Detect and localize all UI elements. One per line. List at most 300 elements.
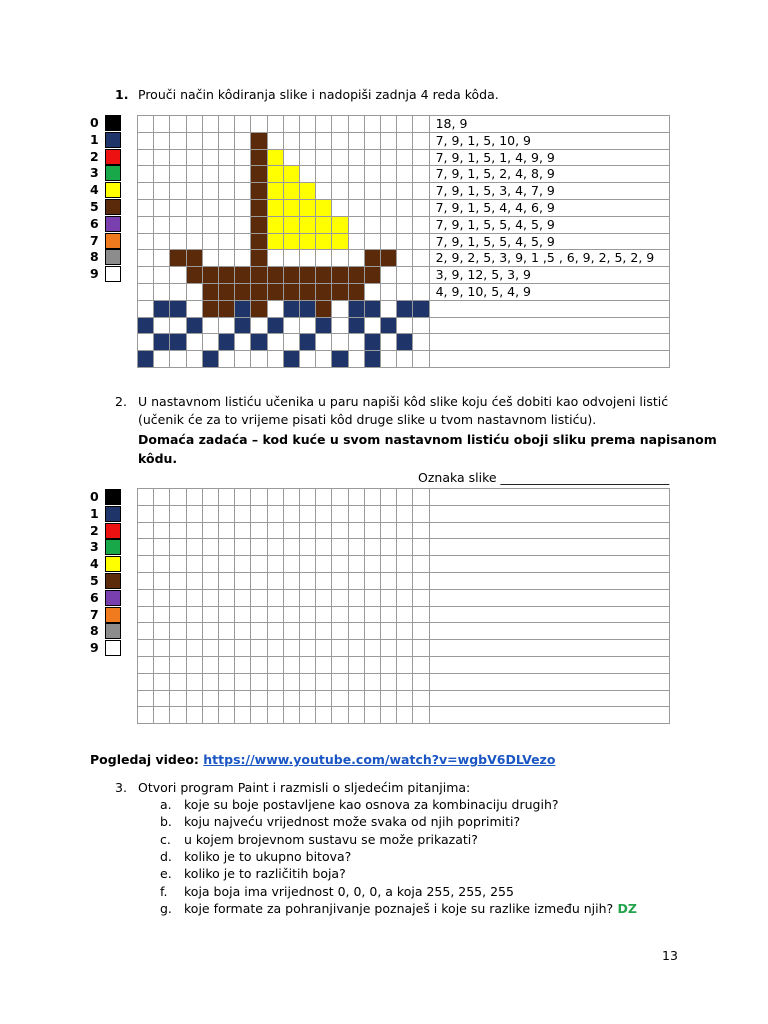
code-row[interactable] bbox=[429, 572, 670, 590]
pixel-cell bbox=[315, 233, 332, 251]
pixel-cell[interactable] bbox=[153, 690, 170, 708]
pixel-cell[interactable] bbox=[315, 538, 332, 556]
code-row[interactable] bbox=[429, 706, 670, 724]
pixel-cell[interactable] bbox=[315, 690, 332, 708]
pixel-cell[interactable] bbox=[218, 505, 235, 523]
pixel-cell[interactable] bbox=[299, 690, 316, 708]
pixel-cell[interactable] bbox=[137, 572, 154, 590]
pixel-cell[interactable] bbox=[396, 505, 413, 523]
pixel-cell[interactable] bbox=[202, 488, 219, 506]
pixel-cell bbox=[186, 149, 203, 167]
pixel-cell[interactable] bbox=[364, 555, 381, 573]
pixel-cell[interactable] bbox=[202, 606, 219, 624]
pixel-cell[interactable] bbox=[412, 572, 429, 590]
pixel-cell[interactable] bbox=[218, 555, 235, 573]
pixel-cell[interactable] bbox=[169, 706, 186, 724]
pixel-cell[interactable] bbox=[234, 690, 251, 708]
code-row[interactable] bbox=[429, 488, 670, 506]
pixel-cell[interactable] bbox=[202, 522, 219, 540]
pixel-cell[interactable] bbox=[234, 673, 251, 691]
pixel-cell[interactable] bbox=[396, 690, 413, 708]
pixel-cell[interactable] bbox=[299, 673, 316, 691]
pixel-cell[interactable] bbox=[380, 572, 397, 590]
code-row[interactable] bbox=[429, 690, 670, 708]
pixel-cell[interactable] bbox=[153, 606, 170, 624]
pixel-cell[interactable] bbox=[250, 505, 267, 523]
pixel-cell[interactable] bbox=[412, 505, 429, 523]
pixel-cell[interactable] bbox=[299, 622, 316, 640]
pixel-cell[interactable] bbox=[186, 606, 203, 624]
pixel-cell[interactable] bbox=[169, 622, 186, 640]
pixel-cell[interactable] bbox=[348, 673, 365, 691]
pixel-cell[interactable] bbox=[267, 522, 284, 540]
pixel-cell[interactable] bbox=[315, 522, 332, 540]
pixel-cell[interactable] bbox=[267, 555, 284, 573]
pixel-cell[interactable] bbox=[202, 538, 219, 556]
pixel-cell[interactable] bbox=[186, 555, 203, 573]
pixel-cell[interactable] bbox=[396, 589, 413, 607]
pixel-cell[interactable] bbox=[299, 639, 316, 657]
pixel-cell[interactable] bbox=[137, 656, 154, 674]
code-row[interactable] bbox=[429, 656, 670, 674]
pixel-cell[interactable] bbox=[348, 706, 365, 724]
pixel-cell[interactable] bbox=[331, 488, 348, 506]
pixel-cell bbox=[234, 350, 251, 368]
pixel-cell[interactable] bbox=[267, 488, 284, 506]
pixel-cell bbox=[364, 300, 381, 318]
pixel-cell bbox=[283, 199, 300, 217]
pixel-cell[interactable] bbox=[380, 505, 397, 523]
pixel-cell[interactable] bbox=[412, 656, 429, 674]
pixel-cell[interactable] bbox=[153, 673, 170, 691]
pixel-cell[interactable] bbox=[153, 522, 170, 540]
pixel-cell[interactable] bbox=[218, 488, 235, 506]
pixel-cell[interactable] bbox=[218, 522, 235, 540]
pixel-cell[interactable] bbox=[412, 589, 429, 607]
pixel-cell[interactable] bbox=[186, 488, 203, 506]
pixel-cell[interactable] bbox=[186, 589, 203, 607]
pixel-cell[interactable] bbox=[331, 538, 348, 556]
pixel-cell bbox=[234, 283, 251, 301]
pixel-cell[interactable] bbox=[218, 622, 235, 640]
pixel-cell[interactable] bbox=[218, 538, 235, 556]
pixel-cell[interactable] bbox=[380, 656, 397, 674]
pixel-cell[interactable] bbox=[202, 656, 219, 674]
pixel-cell[interactable] bbox=[380, 538, 397, 556]
pixel-cell[interactable] bbox=[218, 656, 235, 674]
pixel-cell bbox=[250, 115, 267, 133]
pixel-cell[interactable] bbox=[137, 589, 154, 607]
pixel-cell[interactable] bbox=[250, 572, 267, 590]
pixel-cell[interactable] bbox=[234, 522, 251, 540]
pixel-cell[interactable] bbox=[137, 522, 154, 540]
pixel-cell bbox=[267, 233, 284, 251]
pixel-cell[interactable] bbox=[202, 673, 219, 691]
pixel-cell[interactable] bbox=[396, 706, 413, 724]
pixel-cell[interactable] bbox=[364, 572, 381, 590]
pixel-cell[interactable] bbox=[137, 706, 154, 724]
pixel-cell[interactable] bbox=[250, 656, 267, 674]
pixel-cell[interactable] bbox=[380, 706, 397, 724]
pixel-cell bbox=[169, 115, 186, 133]
pixel-cell[interactable] bbox=[396, 656, 413, 674]
pixel-cell[interactable] bbox=[364, 639, 381, 657]
pixel-cell[interactable] bbox=[331, 656, 348, 674]
pixel-cell[interactable] bbox=[283, 488, 300, 506]
pixel-cell bbox=[396, 300, 413, 318]
pixel-cell bbox=[331, 317, 348, 335]
pixel-cell[interactable] bbox=[396, 538, 413, 556]
pixel-cell bbox=[348, 283, 365, 301]
pixel-cell[interactable] bbox=[169, 505, 186, 523]
pixel-cell[interactable] bbox=[396, 555, 413, 573]
pixel-cell[interactable] bbox=[331, 606, 348, 624]
pixel-cell[interactable] bbox=[364, 622, 381, 640]
pixel-cell[interactable] bbox=[348, 606, 365, 624]
pixel-cell[interactable] bbox=[250, 488, 267, 506]
pixel-cell[interactable] bbox=[315, 505, 332, 523]
pixel-cell bbox=[283, 333, 300, 351]
pixel-cell[interactable] bbox=[137, 622, 154, 640]
pixel-cell[interactable] bbox=[364, 522, 381, 540]
pixel-cell[interactable] bbox=[186, 639, 203, 657]
pixel-cell[interactable] bbox=[186, 538, 203, 556]
pixel-cell[interactable] bbox=[380, 488, 397, 506]
pixel-cell[interactable] bbox=[364, 606, 381, 624]
pixel-cell[interactable] bbox=[348, 589, 365, 607]
pixel-cell[interactable] bbox=[331, 555, 348, 573]
pixel-cell[interactable] bbox=[234, 572, 251, 590]
code-row[interactable] bbox=[429, 522, 670, 540]
pixel-cell[interactable] bbox=[186, 706, 203, 724]
pixel-cell[interactable] bbox=[267, 572, 284, 590]
pixel-cell[interactable] bbox=[331, 572, 348, 590]
pixel-cell[interactable] bbox=[137, 538, 154, 556]
pixel-cell[interactable] bbox=[396, 673, 413, 691]
pixel-cell[interactable] bbox=[364, 690, 381, 708]
pixel-cell[interactable] bbox=[218, 589, 235, 607]
pixel-cell[interactable] bbox=[380, 673, 397, 691]
code-row[interactable] bbox=[429, 639, 670, 657]
pixel-cell[interactable] bbox=[299, 606, 316, 624]
pixel-cell[interactable] bbox=[202, 589, 219, 607]
pixel-cell[interactable] bbox=[218, 706, 235, 724]
image-label-field[interactable]: Oznaka slike ___________________________ bbox=[418, 470, 670, 485]
pixel-cell[interactable] bbox=[380, 639, 397, 657]
pixel-cell[interactable] bbox=[234, 589, 251, 607]
pixel-cell[interactable] bbox=[234, 505, 251, 523]
pixel-cell[interactable] bbox=[267, 622, 284, 640]
pixel-cell[interactable] bbox=[315, 555, 332, 573]
pixel-cell[interactable] bbox=[315, 673, 332, 691]
pixel-cell[interactable] bbox=[331, 690, 348, 708]
pixel-cell[interactable] bbox=[153, 656, 170, 674]
pixel-cell[interactable] bbox=[186, 572, 203, 590]
pixel-cell bbox=[364, 266, 381, 284]
pixel-cell[interactable] bbox=[348, 690, 365, 708]
pixel-cell[interactable] bbox=[202, 505, 219, 523]
pixel-cell[interactable] bbox=[202, 572, 219, 590]
pixel-cell[interactable] bbox=[412, 706, 429, 724]
pixel-cell[interactable] bbox=[250, 639, 267, 657]
pixel-cell[interactable] bbox=[153, 538, 170, 556]
pixel-cell[interactable] bbox=[283, 572, 300, 590]
pixel-cell bbox=[153, 165, 170, 183]
pixel-cell[interactable] bbox=[283, 622, 300, 640]
pixel-cell[interactable] bbox=[412, 522, 429, 540]
pixel-cell[interactable] bbox=[169, 606, 186, 624]
pixel-cell[interactable] bbox=[153, 589, 170, 607]
pixel-cell[interactable] bbox=[234, 622, 251, 640]
pixel-cell[interactable] bbox=[169, 690, 186, 708]
pixel-cell[interactable] bbox=[380, 606, 397, 624]
task3-number: 3. bbox=[115, 780, 127, 795]
pixel-cell[interactable] bbox=[299, 505, 316, 523]
pixel-cell bbox=[283, 149, 300, 167]
pixel-cell[interactable] bbox=[315, 706, 332, 724]
pixel-cell[interactable] bbox=[396, 522, 413, 540]
pixel-cell[interactable] bbox=[315, 656, 332, 674]
pixel-cell[interactable] bbox=[331, 639, 348, 657]
pixel-cell[interactable] bbox=[283, 639, 300, 657]
question-text: koje formate za pohranjivanje poznaješ i koje su razlike između njih? DZ bbox=[184, 900, 637, 916]
pixel-cell[interactable] bbox=[412, 555, 429, 573]
pixel-cell[interactable] bbox=[396, 639, 413, 657]
pixel-cell[interactable] bbox=[331, 505, 348, 523]
pixel-cell[interactable] bbox=[412, 639, 429, 657]
pixel-cell[interactable] bbox=[380, 589, 397, 607]
pixel-cell[interactable] bbox=[267, 606, 284, 624]
pixel-cell[interactable] bbox=[186, 690, 203, 708]
pixel-cell[interactable] bbox=[283, 656, 300, 674]
pixel-cell[interactable] bbox=[283, 555, 300, 573]
code-row[interactable] bbox=[429, 505, 670, 523]
pixel-cell[interactable] bbox=[380, 522, 397, 540]
pixel-cell[interactable] bbox=[250, 706, 267, 724]
pixel-cell[interactable] bbox=[137, 673, 154, 691]
pixel-cell[interactable] bbox=[153, 622, 170, 640]
color-swatch bbox=[105, 249, 121, 265]
pixel-cell[interactable] bbox=[186, 522, 203, 540]
pixel-cell[interactable] bbox=[283, 673, 300, 691]
pixel-cell[interactable] bbox=[218, 690, 235, 708]
pixel-cell[interactable] bbox=[186, 656, 203, 674]
pixel-cell bbox=[380, 165, 397, 183]
pixel-cell[interactable] bbox=[348, 572, 365, 590]
pixel-cell[interactable] bbox=[267, 690, 284, 708]
pixel-cell[interactable] bbox=[169, 656, 186, 674]
pixel-cell[interactable] bbox=[202, 690, 219, 708]
pixel-cell[interactable] bbox=[250, 538, 267, 556]
pixel-cell[interactable] bbox=[169, 673, 186, 691]
pixel-cell[interactable] bbox=[169, 555, 186, 573]
pixel-cell[interactable] bbox=[234, 488, 251, 506]
pixel-cell[interactable] bbox=[283, 522, 300, 540]
pixel-cell[interactable] bbox=[153, 639, 170, 657]
pixel-cell[interactable] bbox=[234, 606, 251, 624]
pixel-cell[interactable] bbox=[267, 589, 284, 607]
pixel-cell[interactable] bbox=[412, 622, 429, 640]
pixel-cell[interactable] bbox=[396, 606, 413, 624]
pixel-cell[interactable] bbox=[234, 706, 251, 724]
pixel-cell bbox=[348, 132, 365, 150]
pixel-cell[interactable] bbox=[348, 522, 365, 540]
pixel-cell[interactable] bbox=[137, 639, 154, 657]
pixel-cell[interactable] bbox=[380, 690, 397, 708]
pixel-cell[interactable] bbox=[218, 639, 235, 657]
pixel-cell[interactable] bbox=[169, 572, 186, 590]
code-row[interactable] bbox=[429, 589, 670, 607]
pixel-cell bbox=[137, 199, 154, 217]
pixel-cell[interactable] bbox=[299, 555, 316, 573]
pixel-cell[interactable] bbox=[283, 690, 300, 708]
pixel-cell bbox=[315, 132, 332, 150]
pixel-cell[interactable] bbox=[299, 572, 316, 590]
pixel-cell[interactable] bbox=[315, 572, 332, 590]
code-row[interactable] bbox=[429, 538, 670, 556]
pixel-cell[interactable] bbox=[299, 522, 316, 540]
pixel-cell[interactable] bbox=[283, 505, 300, 523]
pixel-cell[interactable] bbox=[250, 606, 267, 624]
pixel-cell[interactable] bbox=[250, 690, 267, 708]
pixel-cell[interactable] bbox=[396, 488, 413, 506]
pixel-cell[interactable] bbox=[364, 505, 381, 523]
pixel-cell[interactable] bbox=[380, 622, 397, 640]
pixel-cell[interactable] bbox=[299, 488, 316, 506]
pixel-cell[interactable] bbox=[348, 538, 365, 556]
pixel-cell[interactable] bbox=[315, 639, 332, 657]
pixel-cell[interactable] bbox=[331, 706, 348, 724]
pixel-cell[interactable] bbox=[315, 589, 332, 607]
pixel-cell[interactable] bbox=[218, 673, 235, 691]
pixel-cell[interactable] bbox=[250, 555, 267, 573]
pixel-cell[interactable] bbox=[315, 622, 332, 640]
pixel-cell[interactable] bbox=[396, 622, 413, 640]
pixel-cell[interactable] bbox=[283, 706, 300, 724]
pixel-cell[interactable] bbox=[364, 589, 381, 607]
pixel-cell bbox=[299, 233, 316, 251]
pixel-cell[interactable] bbox=[137, 488, 154, 506]
pixel-cell[interactable] bbox=[234, 538, 251, 556]
pixel-cell[interactable] bbox=[299, 538, 316, 556]
pixel-cell[interactable] bbox=[202, 622, 219, 640]
pixel-cell[interactable] bbox=[137, 690, 154, 708]
pixel-cell bbox=[396, 317, 413, 335]
pixel-cell[interactable] bbox=[153, 572, 170, 590]
pixel-cell[interactable] bbox=[364, 706, 381, 724]
pixel-cell[interactable] bbox=[218, 606, 235, 624]
pixel-cell[interactable] bbox=[153, 555, 170, 573]
pixel-cell[interactable] bbox=[186, 622, 203, 640]
pixel-cell bbox=[137, 266, 154, 284]
pixel-cell[interactable] bbox=[267, 538, 284, 556]
pixel-cell[interactable] bbox=[153, 706, 170, 724]
pixel-cell[interactable] bbox=[153, 488, 170, 506]
pixel-cell[interactable] bbox=[153, 505, 170, 523]
pixel-cell[interactable] bbox=[348, 505, 365, 523]
pixel-cell[interactable] bbox=[348, 555, 365, 573]
pixel-cell[interactable] bbox=[315, 488, 332, 506]
pixel-cell[interactable] bbox=[331, 589, 348, 607]
code-row[interactable] bbox=[429, 622, 670, 640]
pixel-cell[interactable] bbox=[202, 555, 219, 573]
pixel-cell[interactable] bbox=[396, 572, 413, 590]
pixel-cell[interactable] bbox=[267, 639, 284, 657]
pixel-cell[interactable] bbox=[137, 505, 154, 523]
pixel-cell[interactable] bbox=[202, 639, 219, 657]
pixel-cell[interactable] bbox=[412, 488, 429, 506]
pixel-cell[interactable] bbox=[315, 606, 332, 624]
pixel-cell[interactable] bbox=[250, 522, 267, 540]
pixel-cell bbox=[234, 266, 251, 284]
pixel-cell[interactable] bbox=[234, 656, 251, 674]
pixel-cell[interactable] bbox=[299, 706, 316, 724]
pixel-cell[interactable] bbox=[234, 639, 251, 657]
color-swatch bbox=[105, 556, 121, 572]
pixel-cell[interactable] bbox=[299, 656, 316, 674]
pixel-cell[interactable] bbox=[250, 589, 267, 607]
pixel-cell[interactable] bbox=[348, 656, 365, 674]
pixel-cell[interactable] bbox=[364, 488, 381, 506]
pixel-cell[interactable] bbox=[348, 622, 365, 640]
pixel-cell[interactable] bbox=[234, 555, 251, 573]
pixel-cell[interactable] bbox=[250, 622, 267, 640]
pixel-cell[interactable] bbox=[283, 589, 300, 607]
pixel-cell[interactable] bbox=[169, 589, 186, 607]
pixel-cell[interactable] bbox=[169, 488, 186, 506]
pixel-cell[interactable] bbox=[267, 656, 284, 674]
pixel-cell[interactable] bbox=[218, 572, 235, 590]
pixel-cell[interactable] bbox=[299, 589, 316, 607]
pixel-cell[interactable] bbox=[186, 505, 203, 523]
pixel-cell[interactable] bbox=[331, 522, 348, 540]
pixel-cell[interactable] bbox=[412, 673, 429, 691]
pixel-cell[interactable] bbox=[169, 538, 186, 556]
pixel-cell[interactable] bbox=[186, 673, 203, 691]
pixel-cell[interactable] bbox=[267, 673, 284, 691]
code-row[interactable] bbox=[429, 555, 670, 573]
pixel-cell[interactable] bbox=[364, 673, 381, 691]
video-link[interactable]: https://www.youtube.com/watch?v=wgbV6DLVezo bbox=[203, 752, 556, 767]
pixel-cell[interactable] bbox=[137, 555, 154, 573]
pixel-cell[interactable] bbox=[267, 505, 284, 523]
pixel-cell[interactable] bbox=[137, 606, 154, 624]
pixel-cell bbox=[380, 266, 397, 284]
pixel-cell[interactable] bbox=[412, 538, 429, 556]
pixel-cell[interactable] bbox=[267, 706, 284, 724]
code-row[interactable] bbox=[429, 606, 670, 624]
pixel-cell[interactable] bbox=[331, 622, 348, 640]
pixel-cell[interactable] bbox=[364, 656, 381, 674]
pixel-cell[interactable] bbox=[412, 606, 429, 624]
pixel-cell[interactable] bbox=[169, 639, 186, 657]
pixel-cell[interactable] bbox=[169, 522, 186, 540]
question-letter: e. bbox=[160, 866, 172, 882]
pixel-cell[interactable] bbox=[283, 538, 300, 556]
pixel-cell[interactable] bbox=[202, 706, 219, 724]
pixel-cell[interactable] bbox=[283, 606, 300, 624]
code-row[interactable] bbox=[429, 673, 670, 691]
pixel-cell[interactable] bbox=[348, 639, 365, 657]
code-row: 7, 9, 1, 5, 5, 4, 5, 9 bbox=[429, 216, 670, 234]
pixel-cell[interactable] bbox=[348, 488, 365, 506]
pixel-cell[interactable] bbox=[412, 690, 429, 708]
pixel-cell[interactable] bbox=[364, 538, 381, 556]
pixel-cell[interactable] bbox=[380, 555, 397, 573]
pixel-cell bbox=[234, 132, 251, 150]
pixel-cell[interactable] bbox=[250, 673, 267, 691]
pixel-cell[interactable] bbox=[331, 673, 348, 691]
